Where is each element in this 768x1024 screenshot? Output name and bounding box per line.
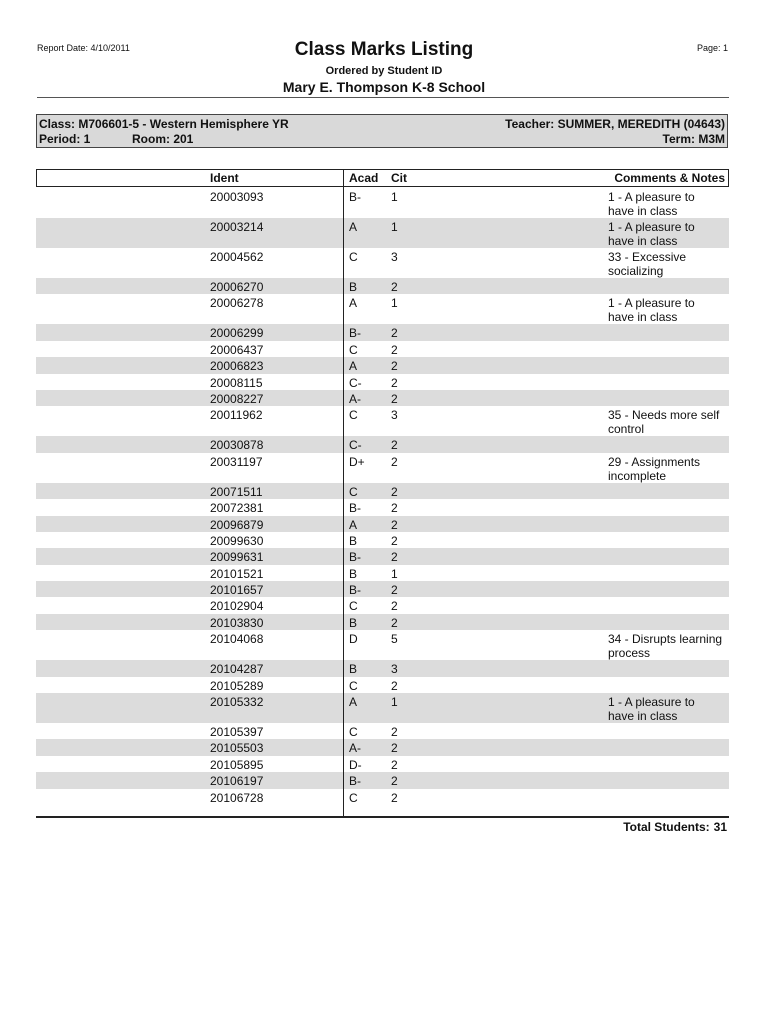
table-row <box>36 614 729 630</box>
student-ident-cell: 20006278 <box>210 296 264 311</box>
cit-mark-cell: 5 <box>391 632 398 647</box>
table-row <box>36 453 729 483</box>
table-row <box>36 188 729 218</box>
cit-mark-cell: 3 <box>391 250 398 264</box>
student-ident-cell: 20101657 <box>210 583 264 598</box>
student-ident-cell: 20004562 <box>210 250 264 264</box>
cit-mark-cell: 2 <box>391 326 398 341</box>
table-bottom-rule <box>36 816 729 818</box>
table-row <box>36 789 729 805</box>
table-header <box>36 169 729 187</box>
table-row <box>36 756 729 772</box>
class-label: Class: M706601-5 - Western Hemisphere YR <box>39 117 289 131</box>
acad-mark-cell: B- <box>349 774 361 789</box>
cit-mark-cell: 1 <box>391 695 398 710</box>
column-header-acad: Acad <box>349 171 379 185</box>
marks-table-body <box>36 188 729 805</box>
acad-mark-cell: B <box>349 280 358 294</box>
comment-cell: 1 - A pleasure to have in class <box>608 220 695 248</box>
teacher-label: Teacher: SUMMER, MEREDITH (04643) <box>505 117 725 131</box>
student-ident-cell: 20105289 <box>210 678 264 693</box>
table-row <box>36 677 729 693</box>
acad-mark-cell: B <box>349 533 358 548</box>
report-title: Class Marks Listing <box>294 39 474 60</box>
cit-mark-cell: 2 <box>391 438 398 453</box>
acad-mark-cell: B- <box>349 583 361 598</box>
cit-mark-cell: 1 <box>391 190 398 204</box>
cit-mark-cell: 2 <box>391 342 398 357</box>
cit-mark-cell: 2 <box>391 583 398 598</box>
cit-mark-cell: 2 <box>391 375 398 390</box>
total-students <box>619 820 727 834</box>
cit-mark-cell: 2 <box>391 757 398 772</box>
table-row <box>36 548 729 564</box>
table-row <box>36 516 729 532</box>
comment-cell: 33 - Excessive socializing <box>608 250 687 278</box>
room-label: Room: 201 <box>132 132 194 146</box>
cit-mark-cell: 2 <box>391 359 398 374</box>
header-divider <box>37 97 729 98</box>
table-row <box>36 374 729 390</box>
cit-mark-cell: 2 <box>391 615 398 630</box>
column-header-notes: Comments & Notes <box>614 171 725 185</box>
cit-mark-cell: 2 <box>391 501 398 516</box>
acad-mark-cell: C <box>349 678 358 693</box>
report-date: Report Date: 4/10/2011 <box>37 43 130 53</box>
cit-mark-cell: 2 <box>391 454 398 469</box>
student-ident-cell: 20101521 <box>210 566 264 581</box>
period-label: Period: 1 <box>39 132 91 146</box>
cit-mark-cell: 2 <box>391 484 398 499</box>
table-row <box>36 772 729 788</box>
acad-mark-cell: B- <box>349 501 361 516</box>
acad-mark-cell: C- <box>349 438 362 453</box>
student-ident-cell: 20008115 <box>210 375 263 390</box>
term-label: Term: M3M <box>662 132 725 146</box>
acad-mark-cell: B <box>349 662 358 677</box>
acad-mark-cell: C <box>349 342 358 357</box>
acad-mark-cell: C <box>349 599 358 614</box>
class-info-box <box>36 114 728 148</box>
table-row <box>36 248 729 278</box>
acad-mark-cell: C <box>349 408 358 423</box>
acad-mark-cell: A- <box>349 391 361 406</box>
comment-cell: 1 - A pleasure to have in class <box>608 695 695 724</box>
cit-mark-cell: 2 <box>391 599 398 614</box>
student-ident-cell: 20031197 <box>210 454 263 469</box>
student-ident-cell: 20106728 <box>210 790 264 805</box>
total-students-label: Total Students: <box>623 820 710 834</box>
table-row <box>36 436 729 452</box>
table-row <box>36 630 729 660</box>
cit-mark-cell: 1 <box>391 296 398 311</box>
table-row <box>36 581 729 597</box>
table-row <box>36 483 729 499</box>
column-header-ident: Ident <box>210 171 239 185</box>
acad-mark-cell: C <box>349 790 358 805</box>
table-row <box>36 723 729 739</box>
acad-mark-cell: C <box>349 484 358 499</box>
report-subtitle: Ordered by Student ID <box>325 65 443 77</box>
acad-mark-cell: B- <box>349 190 361 204</box>
cit-mark-cell: 1 <box>391 566 398 581</box>
student-ident-cell: 20104068 <box>210 632 264 647</box>
student-ident-cell: 20102904 <box>210 599 264 614</box>
acad-mark-cell: B- <box>349 326 361 341</box>
student-ident-cell: 20106197 <box>210 774 264 789</box>
acad-mark-cell: A <box>349 296 358 311</box>
student-ident-cell: 20104287 <box>210 662 264 677</box>
column-divider <box>343 169 344 817</box>
table-row <box>36 390 729 406</box>
student-ident-cell: 20003093 <box>210 190 264 204</box>
acad-mark-cell: D+ <box>349 454 365 469</box>
acad-mark-cell: A <box>349 359 358 374</box>
cit-mark-cell: 2 <box>391 725 398 740</box>
table-row <box>36 499 729 515</box>
total-students-value: 31 <box>713 820 727 834</box>
table-row <box>36 693 729 723</box>
student-ident-cell: 20099630 <box>210 533 264 548</box>
student-ident-cell: 20003214 <box>210 220 264 234</box>
student-ident-cell: 20099631 <box>210 550 264 565</box>
cit-mark-cell: 1 <box>391 220 398 234</box>
student-ident-cell: 20105397 <box>210 725 264 740</box>
table-row <box>36 739 729 755</box>
school-name: Mary E. Thompson K-8 School <box>282 79 486 95</box>
acad-mark-cell: C- <box>349 375 362 390</box>
page-number: Page: 1 <box>696 43 728 53</box>
cit-mark-cell: 2 <box>391 517 398 532</box>
table-row <box>36 341 729 357</box>
cit-mark-cell: 2 <box>391 678 398 693</box>
student-ident-cell: 20096879 <box>210 517 264 532</box>
acad-mark-cell: B <box>349 566 358 581</box>
cit-mark-cell: 3 <box>391 662 398 677</box>
acad-mark-cell: B <box>349 615 358 630</box>
cit-mark-cell: 3 <box>391 408 398 423</box>
comment-cell: 1 - A pleasure to have in class <box>608 296 695 325</box>
student-ident-cell: 20105503 <box>210 741 264 756</box>
student-ident-cell: 20071511 <box>210 484 263 499</box>
acad-mark-cell: C <box>349 250 358 264</box>
acad-mark-cell: A <box>349 695 358 710</box>
student-ident-cell: 20006270 <box>210 280 264 294</box>
table-row <box>36 278 729 294</box>
comment-cell: 29 - Assignments incomplete <box>608 454 701 483</box>
table-row <box>36 406 729 436</box>
acad-mark-cell: B- <box>349 550 361 565</box>
cit-mark-cell: 2 <box>391 280 398 294</box>
table-row <box>36 565 729 581</box>
table-row <box>36 660 729 676</box>
comment-cell: 35 - Needs more self control <box>608 408 720 437</box>
comment-cell: 1 - A pleasure to have in class <box>608 190 695 218</box>
cit-mark-cell: 2 <box>391 550 398 565</box>
comment-cell: 34 - Disrupts learning process <box>608 632 723 661</box>
cit-mark-cell: 2 <box>391 391 398 406</box>
student-ident-cell: 20008227 <box>210 391 264 406</box>
table-row <box>36 357 729 373</box>
acad-mark-cell: A <box>349 220 358 234</box>
acad-mark-cell: A <box>349 517 358 532</box>
table-row <box>36 324 729 340</box>
student-ident-cell: 20105895 <box>210 757 264 772</box>
table-row <box>36 597 729 613</box>
table-row <box>36 532 729 548</box>
cit-mark-cell: 2 <box>391 533 398 548</box>
table-row <box>36 294 729 324</box>
student-ident-cell: 20011962 <box>210 408 263 423</box>
student-ident-cell: 20006437 <box>210 342 264 357</box>
student-ident-cell: 20103830 <box>210 615 264 630</box>
cit-mark-cell: 2 <box>391 774 398 789</box>
table-row <box>36 218 729 248</box>
student-ident-cell: 20006823 <box>210 359 264 374</box>
student-ident-cell: 20030878 <box>210 438 264 453</box>
student-ident-cell: 20072381 <box>210 501 264 516</box>
column-header-cit: Cit <box>391 171 407 185</box>
acad-mark-cell: D <box>349 632 358 647</box>
acad-mark-cell: D- <box>349 757 362 772</box>
cit-mark-cell: 2 <box>391 741 398 756</box>
student-ident-cell: 20006299 <box>210 326 264 341</box>
student-ident-cell: 20105332 <box>210 695 264 710</box>
acad-mark-cell: A- <box>349 741 361 756</box>
cit-mark-cell: 2 <box>391 790 398 805</box>
acad-mark-cell: C <box>349 725 358 740</box>
